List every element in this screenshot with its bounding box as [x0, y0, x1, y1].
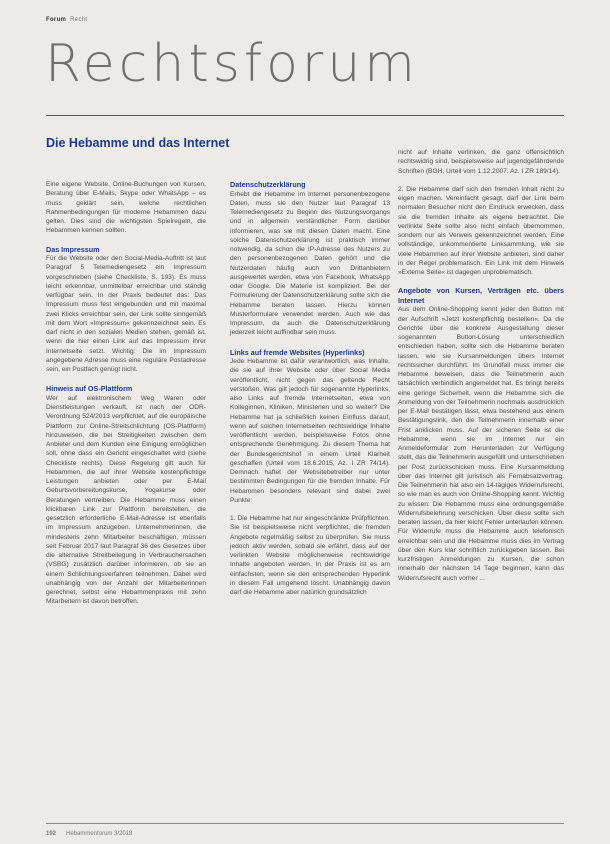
page-footer	[46, 831, 132, 837]
section-text: Für die Website oder den Social-Media-Auftritt ist laut Paragraf 5 Telemediengesetz ein Impressum vorgeschrieben (siehe Checkliste, S. 193). Es muss leicht erkennbar, unmittelbar erreichbar und ständig verfügbar sein. In der Praxis bedeutet das: Das Impressum muss fest eingebunden und mit maximal zwei Klicks erreichbar sein, der Link sollte sinngemäß mit dem Wort »Impressum« gekennzeichnet sein. Es darf nicht in den sozialen Medien stehen, gemäß ist, wenn die hier einen Link auf das Impressum ihrer Internetseite setzt. Wichtig: Die im Impressum angegebene Adresse muss eine reguläre Postadresse sein, ein Postfach genügt nicht.	[46, 255, 206, 373]
title-rule	[46, 115, 564, 116]
section-kurse	[398, 286, 564, 583]
column-3	[398, 148, 564, 593]
section-header	[46, 17, 87, 23]
continued-paragraph: nicht auf Inhalte verlinken, die ganz offensichtlich rechtswidrig sind, beispielsweise auf jugendgefährdende Schriften (BGH, Urteil vom 1.12.2007, Az. I ZR 189/14).	[398, 149, 564, 175]
section-text: Aus dem Online-Shopping kennt jeder den Button mit der Aufschrift »Jetzt kostenpflichtig bestellen«. Da die Gerichte über die konkrete Ausgestaltung dieser sogenannten Button-Lösung unterschiedlich entschieden haben, sollte sich die Hebamme beraten lassen, wie sie Kursanmeldungen übers Internet rechtssicher durchführt. Im Grundfall muss immer die Hebamme beweisen, dass die Teilnehmerin auch tatsächlich verbindlich angemeldet hat. Es bringt bereits eine geringe Sicherheit, wenn die Hebamme sich die Anmeldung von der Teilnehmerin nochmals ausdrücklich per E-Mail bestätigen lässt, etwa bestehend aus einem Bestätigungslink, den die Teilnehmerin innerhalb einer Frist anklicken muss. Auf der sicheren Seite ist die Hebamme, wenn sie im Internet nur ein Anmeldeformular zum Herunterladen zur Verfügung stellt, das die Teilnehmerin ausgefüllt und unterschrieben per Post zurückschicken muss. Eine Kursanmeldung über das Internet gilt juristisch als Fernabsatzvertrag. Die Teilnehmerin hat also ein 14-tägiges Widerrufsrecht, so wie man es auch von Online-Shopping kennt. Wichtig zu wissen: Die Hebamme muss eine ordnungsgemäße Widerrufsbelehrung verschicken. Über diese sollte sich beraten lassen, da hier leicht Fehler unterlaufen können. Für Widerrufe muss die Hebamme auch telefonisch erreichbar sein und die Hebamme muss dies im Vertrag über den Kurs klar schriftlich zurückgeben lassen. Bei kurzfristigen Anmeldungen zu Kursen, die schon innerhalb der nächsten 14 Tage beginnen, kann das Widerrufsrecht auch vorher ...	[398, 306, 564, 582]
page-title: Rechtsforum	[45, 34, 419, 94]
column-1	[46, 180, 206, 617]
section-datenschutz	[230, 180, 390, 338]
section-heading: Das Impressum	[46, 244, 100, 254]
section-heading: Datenschutzerklärung	[230, 180, 306, 189]
footer-rule	[46, 823, 564, 824]
list-item-1: 1. Die Hebamme hat nur eingeschränkte Prüfpflichten. Sie ist beispielsweise nicht verpflichtet, die fremden Angebote regelmäßig selbst zu überprüfen. Sie muss jedoch aktiv werden, sobald sie erfährt, dass auf der verlinkten Website möglicherweise rechtswidrige Inhalte angeboten werden. In der Praxis ist es am einfachsten, wenn sie den entsprechenden Hyperlink in diesem Fall umgehend löscht. Unabhängig davon darf die Hebamme aber natürlich grundsätzlich	[230, 515, 390, 596]
journal-name: Hebammenforum 3/2018	[66, 831, 133, 837]
section-label: Forum	[46, 17, 67, 23]
article-title: Die Hebamme und das Internet	[46, 136, 230, 150]
section-text: Erhebt die Hebamme im Internet personenbezogene Daten, muss sie den Nutzer laut Paragraf 13 Telemediengesetz zu Beginn des Nutzungsvorgangs und in allgemein verständlicher Form darüber informieren, was sie mit diesen Daten macht. Eine solche Datenschutzerklärung ist praktisch immer notwendig, da schon die IP-Adresse des Nutzers zu den personenbezogenen Daten gehört und die Nutzerdaten häufig auch von Drittanbietern ausgewertet werden, etwa von Facebook, WhatsApp oder Google. Die Materie ist kompliziert. Bei der Formulierung der Datenschutzerklärung sollte sich die Hebamme beraten lassen. Hierzu können Musterformulare verwendet werden. Auch wie das Impressum, da auch die Datenschutzerklärung jederzeit leicht auffindbar sein muss.	[230, 190, 390, 337]
section-text: Wer auf elektronischem Weg Waren oder Dienstleistungen verkauft, ist nach der ODR-Verordnung 524/2013 verpflichtet, auf die europäische Plattform zur Online-Streitschlichtung (OS-Plattform) hinzuweisen, die bei Streitigkeiten zwischen dem Anbieter und dem Kunden eine Einigung ermöglichen soll, ohne dass ein Gericht eingeschaltet wird (siehe Checkliste rechts). Diese Regelung gilt auch für Hebammen, die auf ihrer Website kostenpflichtige Leistungen anbieten oder per E-Mail Geburtsvorbereitungskurse, Yogakurse oder Beratungen vertreiben. Die Hebamme muss einen klickbaren Link zur Plattform bereitstellen, die gesetzlich erforderliche E-Mail-Adresse ist ebenfalls im Impressum anzugeben. Unternehmerinnen, die mindestens zehn Mitarbeiter beschäftigen, müssen seit Februar 2017 laut Paragraf 36 des Gesetzes über die alternative Streitbeilegung in Verbrauchersachen (VSBG) zusätzlich darüber informieren, ob sie an einem Schlichtungsverfahren teilnehmen. Dabei wird unabhängig von der Anzahl der Mitarbeiterinnen gerechnet, selbst eine Hebammenpraxis mit zehn Mitarbeitern ist davon betroffen.	[46, 394, 206, 606]
section-os-plattform	[46, 384, 206, 606]
section-heading: Angebote von Kursen, Verträgen etc. übers Internet	[398, 286, 564, 305]
section-hyperlinks	[230, 348, 390, 598]
subsection-label: Recht	[70, 17, 88, 23]
section-impressum	[46, 245, 206, 375]
column-2	[230, 180, 390, 607]
section-heading: Links auf fremde Websites (Hyperlinks)	[230, 347, 365, 357]
page-number: 192	[46, 831, 57, 837]
section-text: Jede Hebamme ist dafür verantwortlich, was Inhalte, die sie auf ihrer Website oder über Social Media veröffentlicht, nicht gegen das geltende Recht verstoßen. Was gilt jedoch für sogenannte Hyperlinks, also Links auf fremde Internetseiten, etwa von Kolleginnen, Kliniken, Ministerien und so weiter? Die Hebamme hat ja schließlich keinen Einfluss darauf, wenn auf solchen Internetseiten rechtswidrige Inhalte veröffentlicht werden, beispielsweise Fotos ohne entsprechende Genehmigung. Zu diesem Thema hat der Bundesgerichtshof in einem Urteil Klarheit geschaffen (Urteil vom 18.6.2015, Az. I ZR 74/14). Demnach haftet der Websitebetreiber nur unter bestimmten Bedingungen für die fremden Inhalte. Für Hebammen besonders relevant sind dabei zwei Punkte:	[230, 358, 390, 504]
intro-paragraph: Eine eigene Website, Online-Buchungen von Kursen, Beratung über E-Mails, Skype oder WhatsApp – es muss geklärt sein, welche rechtlichen Rahmenbedingungen für moderne Hebammen dazu gelten. Dies sind die wichtigsten Spielregeln, die Hebammen kennen sollten.	[46, 181, 206, 235]
section-heading: Hinweis auf OS-Plattform	[46, 384, 133, 394]
list-item-2: 2. Die Hebamme darf sich den fremden Inhalt nicht zu eigen machen. Vereinfacht gesagt, darf der Link beim normalen Besucher nicht den Eindruck erwecken, dass sie die fremden Inhalte als eigene betrachtet. Die verlinkte Seite sollte also nicht einfach übernommen, sondern nur als Verweis gekennzeichnet werden. Eine vollständige, unkommentierte Linksammlung, wie sie viele Hebammen auf ihrer Website anbieten, sind daher in der Regel problematisch. Ein Link mit dem Hinweis »Externe Seite« ist dagegen unproblematisch.	[398, 185, 564, 276]
